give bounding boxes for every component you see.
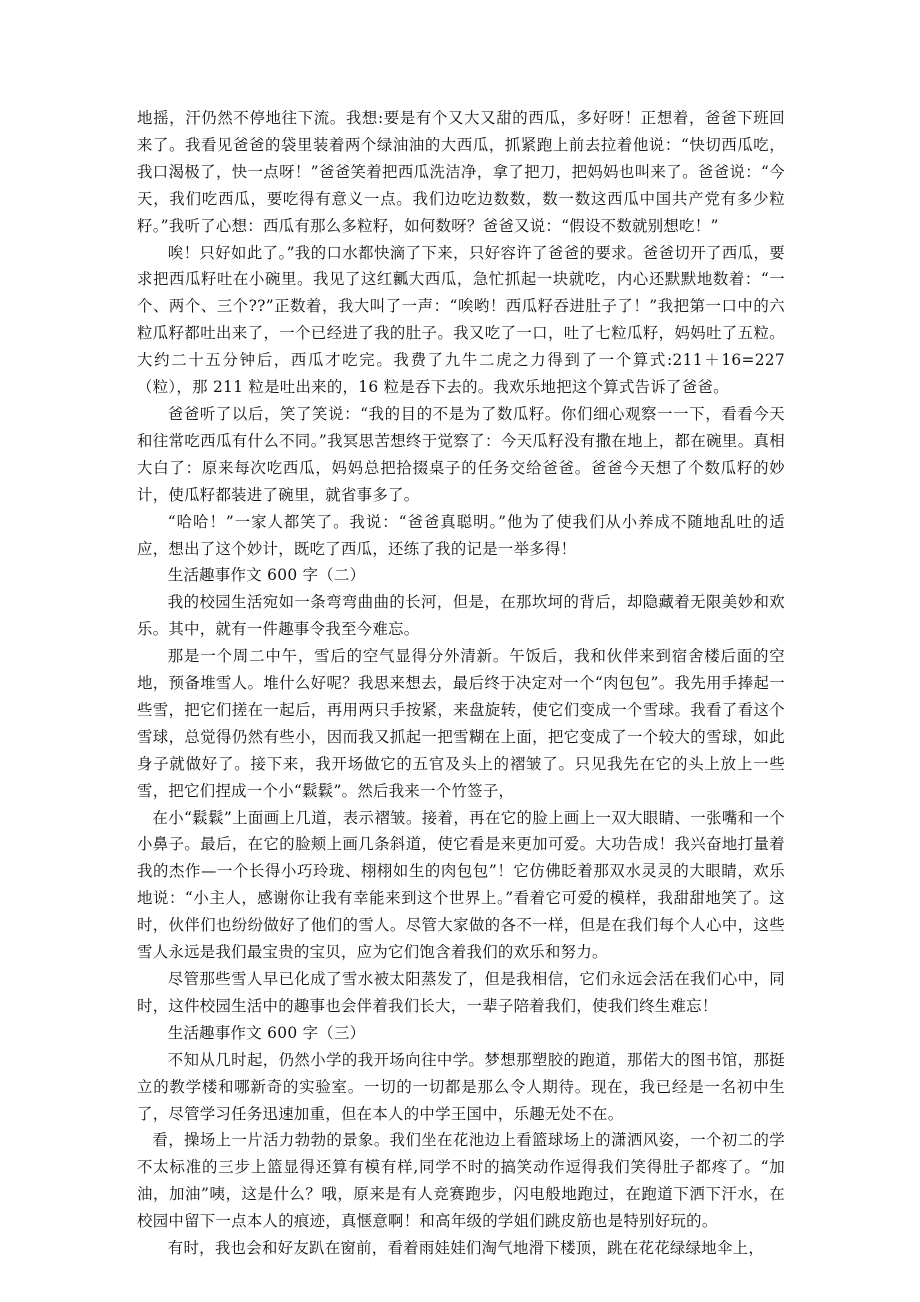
section-heading-3: 生活趣事作文 600 字（三）: [167, 1023, 366, 1042]
paragraph-9: 不知从几时起，仍然小学的我开场向往中学。梦想那塑胶的跑道，那偌大的图书馆，那挺立的教学楼和哪新奇的实验室。一切的一切都是那么令人期待。现在，我已经是一名初中生了，尽管学习任务迅速加重，但在本人的中学王国中，乐趣无处不在。: [137, 1050, 785, 1123]
paragraph-4: “哈哈！”一家人都笑了。我说：“爸爸真聪明。”他为了使我们从小养成不随地乱吐的适应，想出了这个妙计，既吃了西瓜，还练了我的记是一举多得！: [137, 512, 785, 558]
paragraph-3: 爸爸听了以后，笑了笑说：“我的目的不是为了数瓜籽。你们细心观察一一下，看看今天和往常吃西瓜有什么不同。”我冥思苦想终于觉察了：今天瓜籽没有撒在地上，都在碗里。真相大白了：原来每次吃西瓜，妈妈总把拾掇桌子的任务交给爸爸。爸爸今天想了个数瓜籽的妙计，使瓜籽都装进了碗里，就省事多了。: [137, 404, 785, 504]
paragraph-10: 看，操场上一片活力勃勃的景象。我们坐在花池边上看篮球场上的潇洒风姿，一个初二的学不太标准的三步上篮显得还算有模有样,同学不时的搞笑动作逗得我们笑得肚子都疼了。“加油，加油”咦，这是什么？哦，原来是有人竞赛跑步，闪电般地跑过，在跑道下洒下汗水，在校园中留下一点本人的痕迹，真惬意啊！和高年级的学姐们跳皮筋也是特别好玩的。: [137, 1131, 785, 1231]
document-body: [137, 105, 785, 1262]
paragraph-7: 在小“鬏鬏”上面画上几道，表示褶皱。接着，再在它的脸上画上一双大眼睛、一张嘴和一个小鼻子。最后，在它的脸颊上画几条斜道，使它看是来更加可爱。大功告成！我兴奋地打量着我的杰作—一个长得小巧玲珑、栩栩如生的肉包包”！它仿佛眨着那双水灵灵的大眼睛，欢乐地说：“小主人，感谢你让我有幸能来到这个世界上。”看着它可爱的模样，我甜甜地笑了。这时，伙伴们也纷纷做好了他们的雪人。尽管大家做的各不一样，但是在我们每个人心中，这些雪人永远是我们最宝贵的宝贝，应为它们饱含着我们的欢乐和努力。: [137, 808, 785, 962]
paragraph-6: 那是一个周二中午，雪后的空气显得分外清新。午饭后，我和伙伴来到宿舍楼后面的空地，预备堆雪人。堆什么好呢？我思来想去，最后终于决定对一个“肉包包”。我先用手捧起一些雪，把它们搓在一起后，再用两只手按紧，来盘旋转，使它们变成一个雪球。我看了看这个雪球，总觉得仍然有些小，因而我又抓起一把雪糊在上面，把它变成了一个较大的雪球，如此身子就做好了。接下来，我开场做它的五官及头上的褶皱了。只见我先在它的头上放上一些雪，把它们捏成一个小“鬏鬏”。然后我来一个竹签子，: [137, 647, 785, 800]
paragraph-11: 有时，我也会和好友趴在窗前，看着雨娃娃们淘气地滑下楼顶，跳在花花绿绿地伞上，: [167, 1239, 765, 1258]
paragraph-1: 地摇，汗仍然不停地往下流。我想:要是有个又大又甜的西瓜，多好呀！正想着，爸爸下班回来了。我看见爸爸的袋里装着两个绿油油的大西瓜，抓紧跑上前去拉着他说：“快切西瓜吃，我口渴极了，快一点呀！”爸爸笑着把西瓜洗洁净，拿了把刀，把妈妈也叫来了。爸爸说：“今天，我们吃西瓜，要吃得有意义一点。我们边吃边数数，数一数这西瓜中国共产党有多少粒籽。”我听了心想：西瓜有那么多粒籽，如何数呀？爸爸又说：“假设不数就别想吃！”: [137, 109, 785, 235]
section-heading-2: 生活趣事作文 600 字（二）: [167, 566, 366, 585]
paragraph-8: 尽管那些雪人早已化成了雪水被太阳蒸发了，但是我相信，它们永远会活在我们心中，同时，这件校园生活中的趣事也会伴着我们长大，一辈子陪着我们，使我们终生难忘！: [137, 970, 785, 1015]
paragraph-5: 我的校园生活宛如一条弯弯曲曲的长河，但是，在那坎坷的背后，却隐藏着无限美妙和欢乐。其中，就有一件趣事令我至今难忘。: [137, 593, 785, 639]
paragraph-2: 唉！只好如此了。”我的口水都快滴了下来，只好容许了爸爸的要求。爸爸切开了西瓜，要求把西瓜籽吐在小碗里。我见了这红瓤大西瓜，急忙抓起一块就吃，内心还默默地数着：“一个、两个、三个??”正数着，我大叫了一声：“唉哟！西瓜籽吞进肚子了！”我把第一口中的六粒瓜籽都吐出来了，一个已经进了我的肚子。我又吃了一口，吐了七粒瓜籽，妈妈吐了五粒。大约二十五分钟后，西瓜才吃完。我费了九牛二虎之力得到了一个算式:211＋16=227（粒），那 211 粒是吐出来的，16 粒是吞下去的。我欢乐地把这个算式告诉了爸爸。: [137, 243, 785, 397]
